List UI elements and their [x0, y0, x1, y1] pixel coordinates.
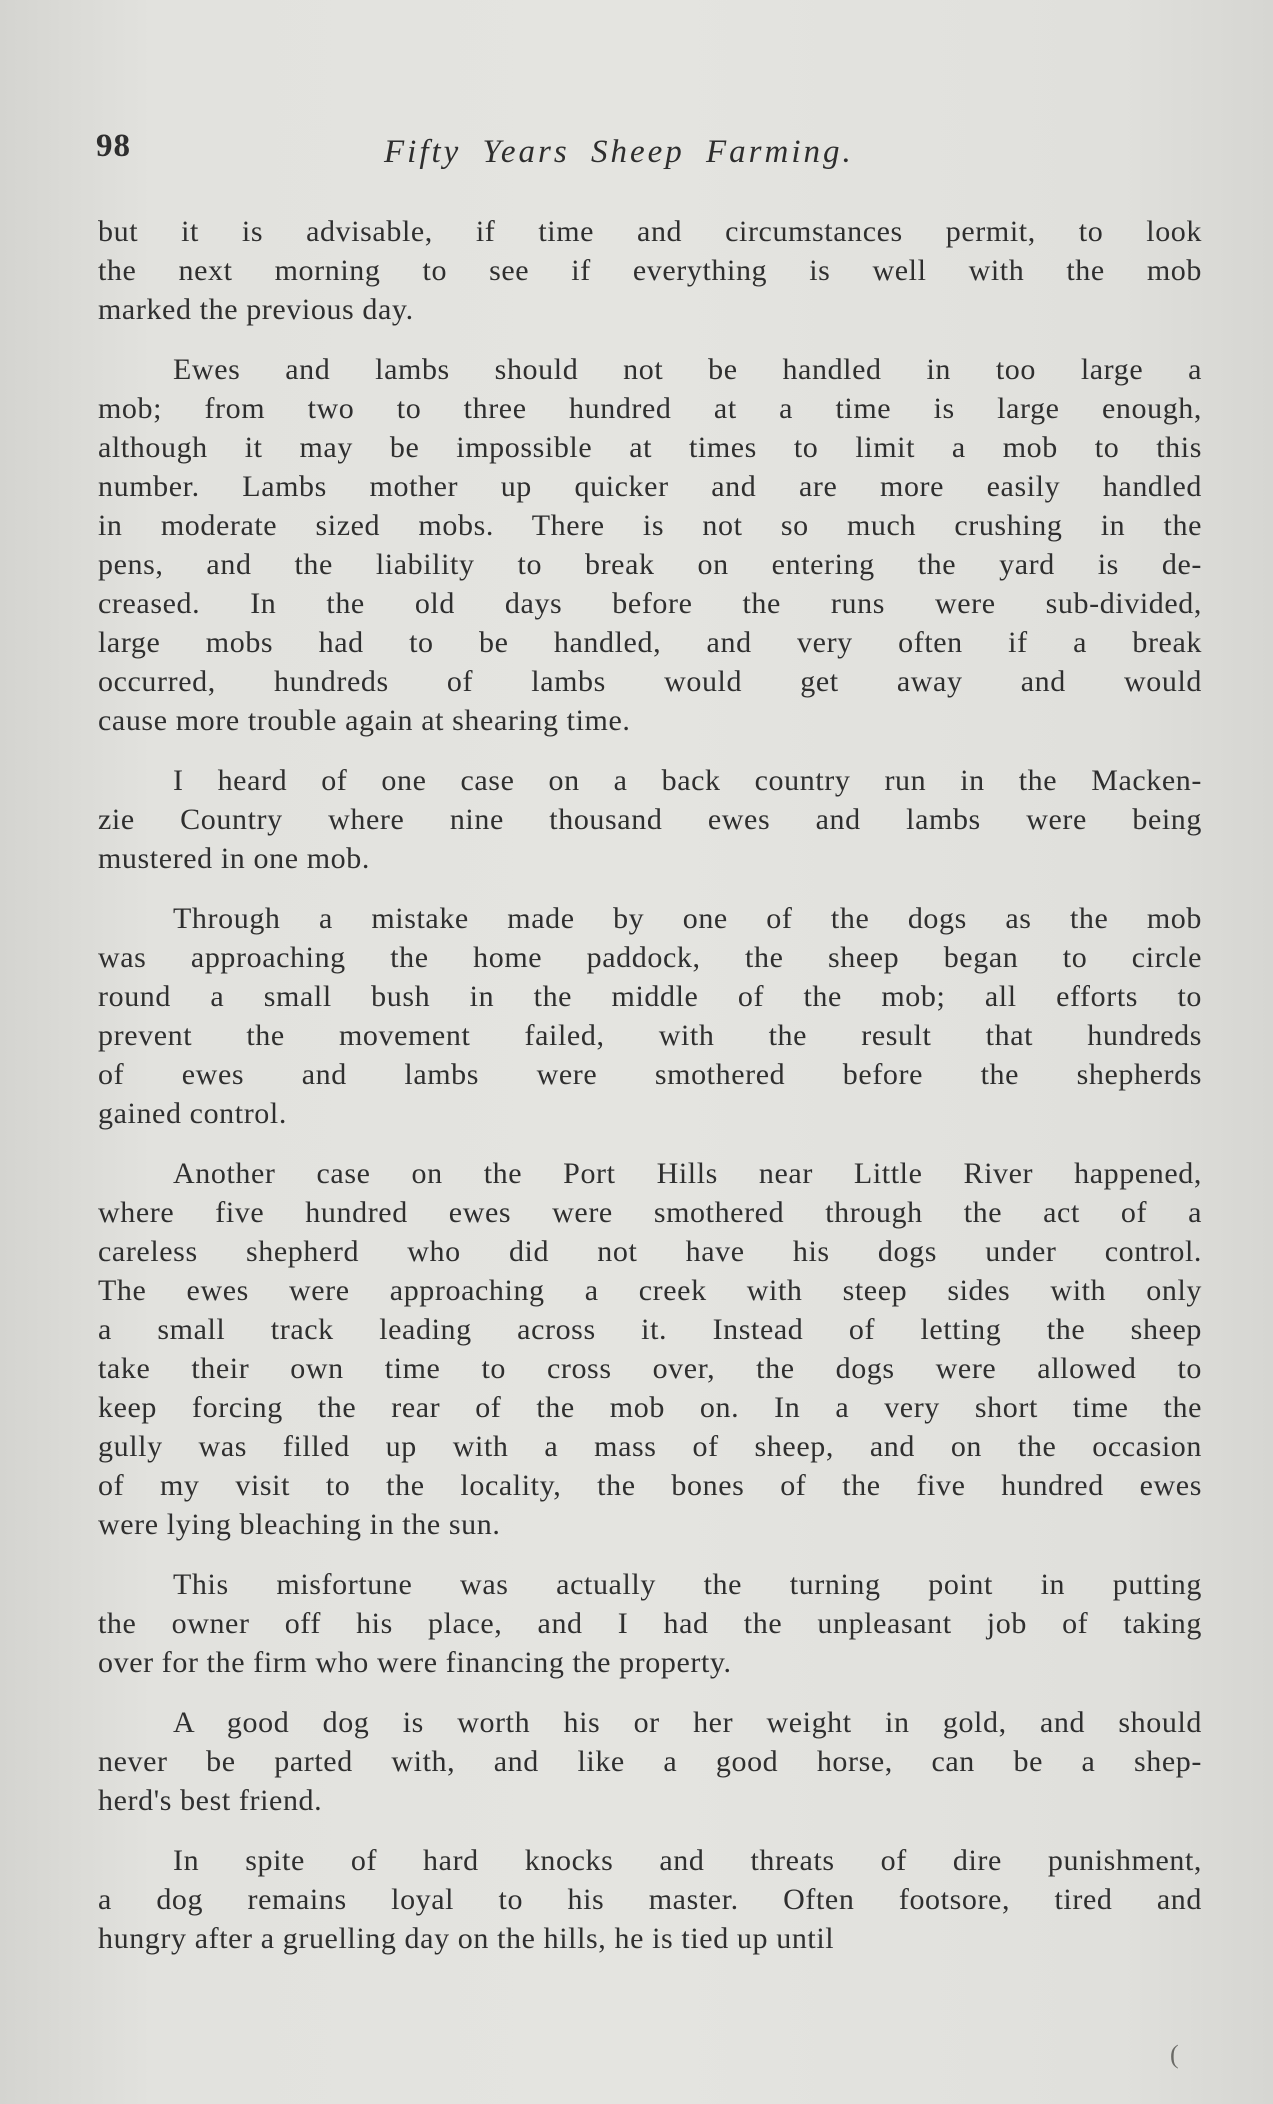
- text-line: The ewes were approaching a creek with steep sides with only: [98, 1274, 1202, 1307]
- text-line: where five hundred ewes were smothered through the act of a: [98, 1196, 1202, 1229]
- paragraph: [98, 1841, 1202, 1958]
- page-number: 98: [96, 128, 131, 164]
- page-header: [96, 128, 1201, 178]
- text-line: marked the previous day.: [98, 293, 414, 326]
- text-line: number. Lambs mother up quicker and are more easily handled: [98, 470, 1202, 503]
- paragraph: [98, 1703, 1202, 1820]
- paragraph: [98, 350, 1202, 740]
- text-line: A good dog is worth his or her weight in gold, and should: [173, 1706, 1202, 1739]
- margin-mark: (: [1170, 2040, 1179, 2069]
- text-line: Ewes and lambs should not be handled in too large a: [173, 353, 1202, 386]
- text-line: pens, and the liability to break on entering the yard is de-: [98, 548, 1202, 581]
- text-line: large mobs had to be handled, and very often if a break: [98, 626, 1202, 659]
- text-line: a dog remains loyal to his master. Often footsore, tired and: [98, 1883, 1202, 1916]
- text-line: round a small bush in the middle of the mob; all efforts to: [98, 980, 1202, 1013]
- text-line: creased. In the old days before the runs were sub-divided,: [98, 587, 1202, 620]
- text-line: the next morning to see if everything is well with the mob: [98, 254, 1202, 287]
- body-text: [98, 212, 1202, 1958]
- text-line: in moderate sized mobs. There is not so much crushing in the: [98, 509, 1202, 542]
- text-line: mob; from two to three hundred at a time is large enough,: [98, 392, 1202, 425]
- text-line: of my visit to the locality, the bones of the five hundred ewes: [98, 1469, 1202, 1502]
- text-line: a small track leading across it. Instead of letting the sheep: [98, 1313, 1202, 1346]
- text-line: never be parted with, and like a good horse, can be a shep-: [98, 1745, 1202, 1778]
- text-line: prevent the movement failed, with the result that hundreds: [98, 1019, 1202, 1052]
- paragraph: [98, 899, 1202, 1133]
- text-line: Another case on the Port Hills near Little River happened,: [173, 1157, 1202, 1190]
- text-line: occurred, hundreds of lambs would get away and would: [98, 665, 1202, 698]
- text-line: herd's best friend.: [98, 1784, 323, 1817]
- text-line: zie Country where nine thousand ewes and lambs were being: [98, 803, 1202, 836]
- text-line: was approaching the home paddock, the sheep began to circle: [98, 941, 1202, 974]
- text-line: careless shepherd who did not have his dogs under control.: [98, 1235, 1202, 1268]
- text-line: of ewes and lambs were smothered before the shepherds: [98, 1058, 1202, 1091]
- paragraph: [98, 761, 1202, 878]
- paragraph: [98, 1565, 1202, 1682]
- text-line: were lying bleaching in the sun.: [98, 1508, 501, 1541]
- text-line: mustered in one mob.: [98, 842, 370, 875]
- text-line: cause more trouble again at shearing time.: [98, 704, 631, 737]
- text-line: over for the firm who were financing the property.: [98, 1646, 732, 1679]
- text-line: keep forcing the rear of the mob on. In a very short time the: [98, 1391, 1202, 1424]
- text-line: the owner off his place, and I had the unpleasant job of taking: [98, 1607, 1202, 1640]
- text-line: This misfortune was actually the turning point in putting: [173, 1568, 1202, 1601]
- text-line: I heard of one case on a back country run in the Macken-: [173, 764, 1202, 797]
- text-line: although it may be impossible at times to limit a mob to this: [98, 431, 1202, 464]
- text-line: but it is advisable, if time and circumstances permit, to look: [98, 215, 1202, 248]
- text-line: Through a mistake made by one of the dogs as the mob: [173, 902, 1202, 935]
- running-title: Fifty Years Sheep Farming.: [384, 134, 854, 170]
- paragraph: [98, 212, 1202, 329]
- text-line: take their own time to cross over, the dogs were allowed to: [98, 1352, 1202, 1385]
- text-line: In spite of hard knocks and threats of dire punishment,: [173, 1844, 1202, 1877]
- text-line: gained control.: [98, 1097, 287, 1130]
- text-line: gully was filled up with a mass of sheep, and on the occasion: [98, 1430, 1202, 1463]
- text-line: hungry after a gruelling day on the hills, he is tied up until: [98, 1922, 835, 1955]
- paragraph: [98, 1154, 1202, 1544]
